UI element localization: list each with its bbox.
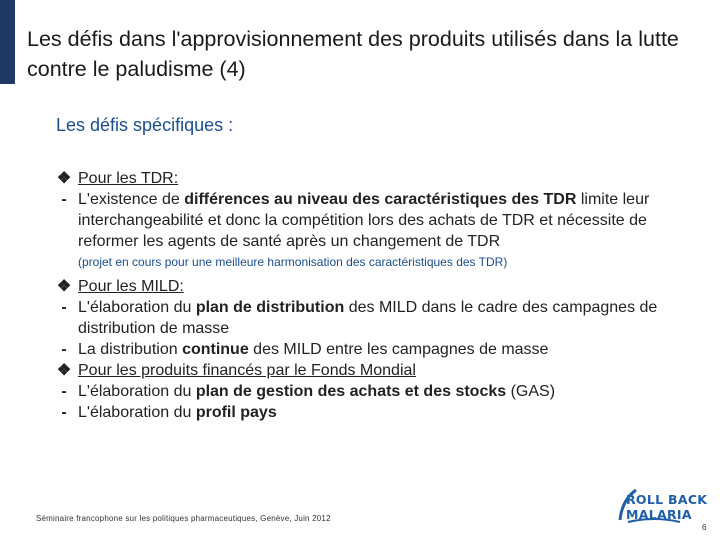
footer-text: Séminaire francophone sur les politiques pharmaceutiques, Genève, Juin 2012 <box>36 514 331 523</box>
emphasis-text: continue <box>182 341 249 358</box>
dash-bullet: - <box>61 341 67 358</box>
footnote-text: (projet en cours pour une meilleure harmonisation des caractéristiques des TDR) <box>78 255 508 269</box>
dash-bullet: - <box>61 383 67 400</box>
dash-bullet: - <box>61 404 67 421</box>
section-heading-fonds-mondial <box>56 360 696 381</box>
diamond-bullet-icon: ❖ <box>56 362 72 379</box>
bullet-content <box>56 168 696 423</box>
dash-bullet: - <box>61 191 67 208</box>
section-heading-tdr <box>56 168 696 189</box>
emphasis-text: différences au niveau des caractéristiques des TDR <box>184 191 577 208</box>
logo-line-1: ROLL BACK <box>626 492 708 507</box>
list-item: - L'élaboration du plan de distribution des MILD dans le cadre des campagnes de distribution de masse <box>56 297 696 339</box>
list-item: - La distribution continue des MILD entre les campagnes de masse <box>56 339 696 360</box>
diamond-bullet-icon: ❖ <box>56 170 72 187</box>
emphasis-text: plan de gestion des achats et des stocks <box>195 383 507 400</box>
slide-subtitle: Les défis spécifiques : <box>56 115 234 135</box>
section-heading-mild <box>56 276 696 297</box>
slide-title: Les défis dans l'approvisionnement des produits utilisés dans la lutte contre le paludisme (4) <box>27 27 679 81</box>
title-accent-bar <box>0 0 15 84</box>
list-item: - L'existence de différences au niveau des caractéristiques des TDR limite leur interchangeabilité et donc la compétition lors des achats de TDR et nécessite de reformer les agents de santé après un changement de TDR <box>56 189 696 252</box>
section-heading-text: Pour les produits financés par le Fonds Mondial <box>78 362 416 379</box>
dash-bullet: - <box>61 299 67 316</box>
logo-line-2: MALARIA <box>626 507 692 522</box>
section-heading-text: Pour les TDR: <box>78 170 179 187</box>
page-number: 6 <box>702 523 707 532</box>
emphasis-text: plan de distribution <box>195 299 345 316</box>
list-item: - L'élaboration du profil pays <box>56 402 696 423</box>
emphasis-text: profil pays <box>195 404 277 421</box>
diamond-bullet-icon: ❖ <box>56 278 72 295</box>
section-heading-text: Pour les MILD: <box>78 278 184 295</box>
list-item: - L'élaboration du plan de gestion des achats et des stocks (GAS) <box>56 381 696 402</box>
